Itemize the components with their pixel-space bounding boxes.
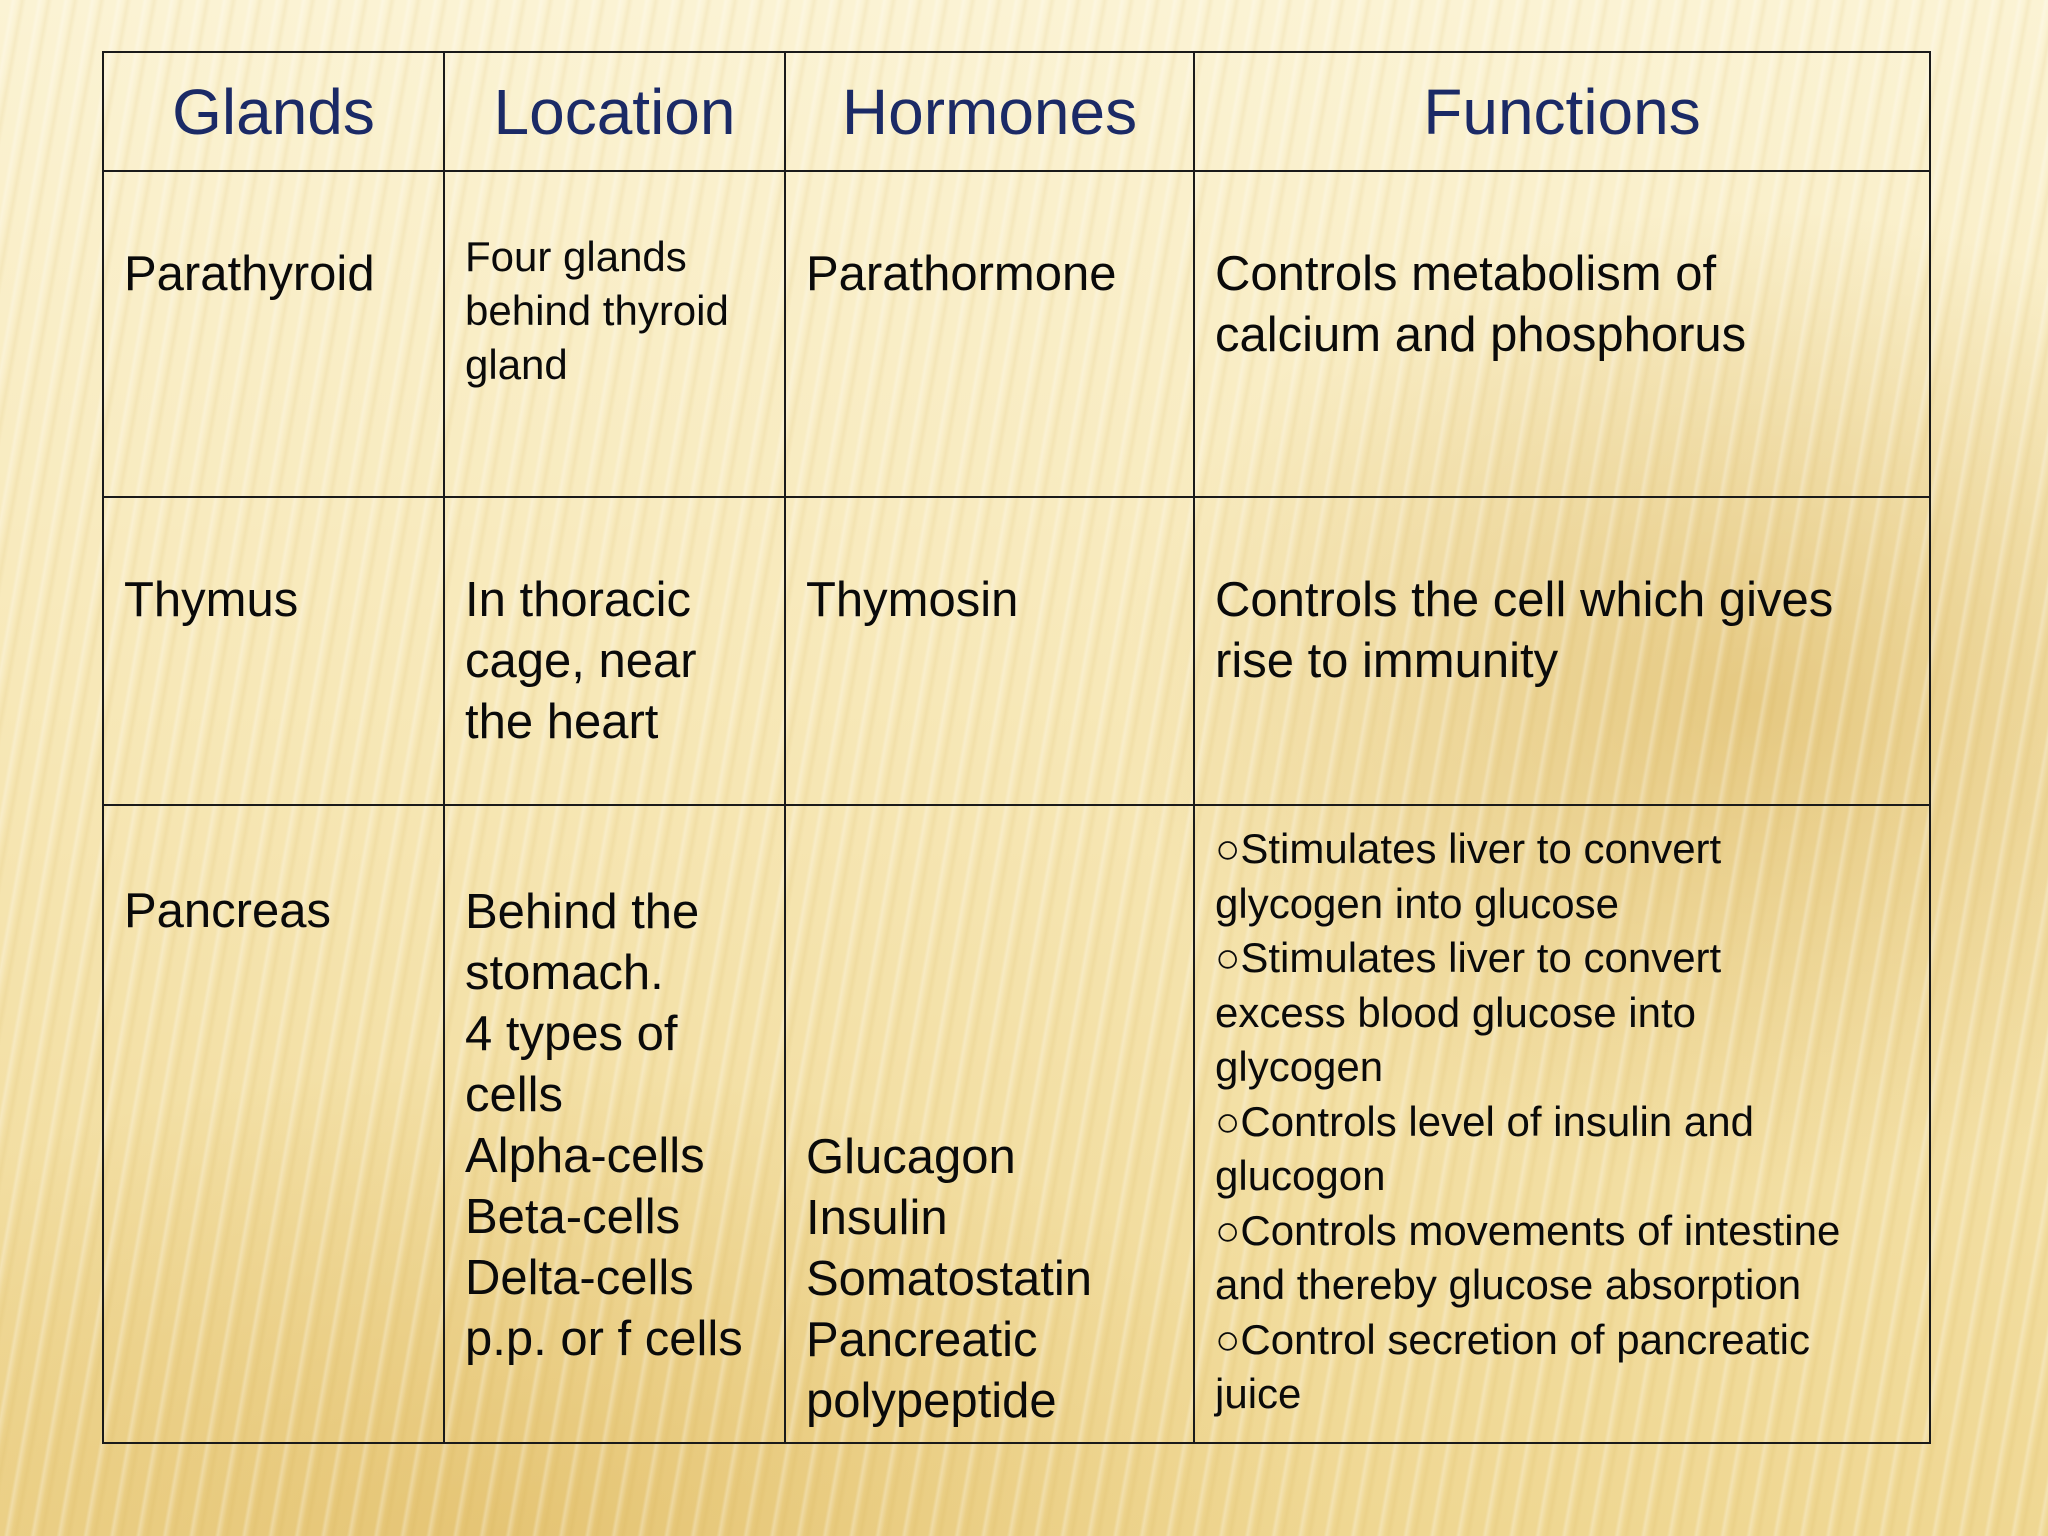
location-line: behind thyroid [465,287,729,334]
function-line: glycogen [1215,1043,1384,1090]
function-line: ○Controls movements of intestine [1215,1206,1841,1254]
function-line: excess blood glucose into [1215,988,1696,1036]
function-line: glycogen into glucose [1215,879,1619,927]
function-line: ○Control secretion of pancreatic [1215,1315,1810,1363]
location-cell [444,171,785,497]
hormone-cell [785,805,1194,1443]
gland-cell [103,497,444,805]
function-line: rise to immunity [1215,634,1559,688]
location-line: Four glands [465,233,687,280]
hormone-line: Insulin [806,1191,948,1245]
hormone-line: Thymosin [806,573,1019,627]
header-row [103,52,1930,171]
header-functions: Functions [1194,52,1930,171]
location-line: cells [465,1068,564,1122]
location-line: Beta-cells [465,1190,681,1244]
table-row-pancreas [103,805,1930,1443]
location-cell [444,497,785,805]
glands-table [102,51,1931,1444]
gland-name: Pancreas [124,884,332,938]
function-line: and thereby glucose absorption [1215,1261,1802,1308]
function-list [1215,822,1911,1422]
hormone-line: Parathormone [806,247,1117,301]
hormone-line: polypeptide [806,1374,1057,1428]
function-line: ○Controls level of insulin and [1215,1097,1754,1145]
hormone-line: Somatostatin [806,1252,1092,1306]
gland-name: Parathyroid [124,247,375,301]
header-hormones: Hormones [785,52,1194,171]
gland-cell [103,805,444,1443]
location-line: stomach. [465,946,664,1000]
hormone-cell [785,171,1194,497]
hormone-line: Glucagon [806,1130,1016,1184]
function-line: ○Stimulates liver to convert [1215,825,1722,872]
function-cell [1194,497,1930,805]
hormone-cell [785,497,1194,805]
location-line: cage, near [465,634,697,688]
location-line: In thoracic [465,573,692,627]
table-row-thymus [103,497,1930,805]
location-line: Delta-cells [465,1251,694,1305]
function-line: glucogon [1215,1152,1386,1199]
function-line: ○Stimulates liver to convert [1215,934,1722,981]
location-cell [444,805,785,1443]
location-line: gland [465,341,568,388]
function-line: calcium and phosphorus [1215,308,1747,362]
gland-cell [103,171,444,497]
function-line: Controls the cell which gives [1215,573,1834,627]
location-line: 4 types of [465,1007,678,1061]
hormone-line: Pancreatic [806,1313,1038,1367]
function-line: juice [1215,1370,1302,1417]
location-line: Alpha-cells [465,1129,705,1183]
header-location: Location [444,52,785,171]
table-row-parathyroid [103,171,1930,497]
location-line: p.p. or f cells [465,1312,743,1366]
location-line: the heart [465,695,659,749]
function-line: Controls metabolism of [1215,247,1717,301]
function-cell [1194,171,1930,497]
location-line: Behind the [465,885,700,939]
header-glands: Glands [103,52,444,171]
function-cell [1194,805,1930,1443]
gland-name: Thymus [124,573,299,627]
